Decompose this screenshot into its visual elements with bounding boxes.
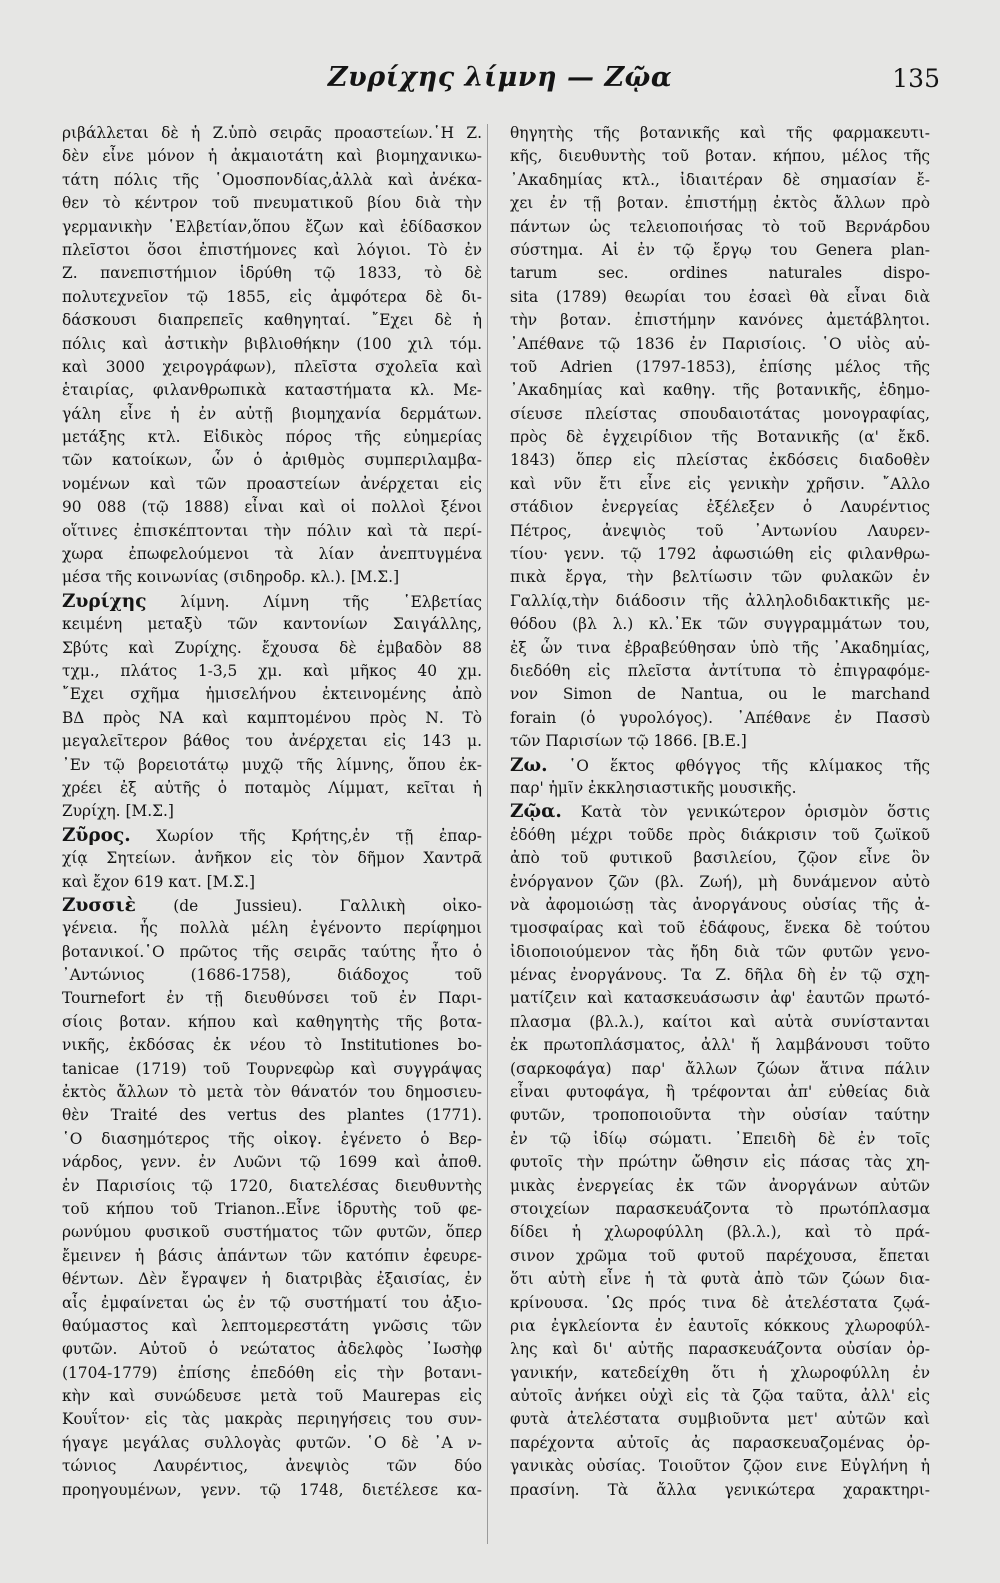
line-text: ρια ἐγκλείοντα ἐν ἑαυτοῖς κόκκους χλωροφύλ-: [510, 1316, 930, 1335]
line-text: ῾Ο ἕκτος φθόγγος τῆς κλίμακος τῆς: [547, 756, 930, 775]
line-text: θεν τὸ κέντρον τοῦ πνευματικοῦ βίου διὰ τὴν: [62, 194, 482, 213]
line-text: καὶ 3000 χειρογράφων), πλεῖστα σχολεῖα καὶ: [62, 357, 482, 376]
text-line: [62, 169, 482, 192]
text-line: [62, 1011, 482, 1034]
line-text: κρίνουσα. ῾Ως πρός τινα δὲ ἀτελέστατα ζῳά-: [510, 1293, 930, 1312]
line-text: μένας ἐνοργάνους. Τα Ζ. δῆλα δὴ ἐν τῷ σχη-: [510, 966, 930, 985]
line-text: πλασμα (βλ.λ.), καίτοι καὶ αὐτὰ συνίστανται: [510, 1012, 930, 1031]
text-line: [62, 403, 482, 426]
text-line: [510, 1081, 930, 1104]
line-text: γανικὰς οὐσίας. Τοιοῦτον ζῷον εινε Εὐγλήνη ἡ: [510, 1457, 930, 1476]
text-line: [510, 145, 930, 168]
text-line: [62, 777, 482, 800]
line-text: Tournefort ἐν τῇ διευθύνσει τοῦ ἐν Παρι-: [62, 989, 482, 1008]
line-text: τώνιος Λαυρέντιος, ἀνεψιὸς τῶν δύο: [62, 1457, 482, 1476]
text-line: [62, 683, 482, 706]
line-text: μικὰς ἐνεργείας ἐκ τῶν ἀνοργάνων αὐτῶν: [510, 1176, 930, 1195]
line-text: σίευσε πλείστας σπουδαιοτάτας μονογραφίας,: [510, 404, 930, 423]
line-text: νομένων καὶ τῶν προαστείων ἀνέρχεται εἰς: [62, 474, 482, 493]
line-text: 1843) ὅπερ εἰς πλείστας ἐκδόσεις διαδοθὲν: [510, 451, 930, 470]
line-text: νον Simon de Nantua, ou le marchand: [510, 685, 930, 704]
text-line: [62, 1081, 482, 1104]
text-line: [62, 1362, 482, 1385]
text-line: [62, 1479, 482, 1502]
line-text: πλεῖστοι ὅσοι ἐπιστήμονες καὶ λόγιοι. Τὸ ἐν: [62, 240, 482, 259]
text-line: [510, 590, 930, 613]
text-line: [62, 1104, 482, 1127]
text-line: [62, 1408, 482, 1431]
text-line: [510, 917, 930, 940]
line-text: φυτοῖς τὴν πρώτην ὤθησιν εἰς πάσας τὰς χη-: [510, 1153, 930, 1172]
line-text: ᾿Εν τῷ βορειοτάτῳ μυχῷ τῆς λίμνης, ὅπου ἐκ-: [62, 755, 482, 774]
text-line: [62, 730, 482, 753]
text-line: [62, 543, 482, 566]
text-line: [510, 1315, 930, 1338]
text-line: [62, 1315, 482, 1338]
line-text: Ζ. πανεπιστήμιον ἱδρύθη τῷ 1833, τὸ δὲ: [62, 264, 482, 283]
text-line: [510, 683, 930, 706]
text-line: [510, 356, 930, 379]
text-line: [62, 1338, 482, 1361]
text-line: [62, 1268, 482, 1291]
text-line: [62, 309, 482, 332]
line-text: Κουΐτον· εἰς τὰς μακρὰς περιηγήσεις του συν-: [62, 1410, 482, 1429]
line-text: νὰ ἀφομοιώσῃ τὰς ἀνοργάνους οὐσίας τῆς ἀ-: [510, 895, 930, 914]
line-text: παρέχοντα αὐτοῖς ἀς παρασκευαζομένας ὀρ-: [510, 1433, 930, 1452]
page-title: Ζυρίχης λίμνη — Ζῷα: [327, 62, 673, 93]
text-line: [510, 871, 930, 894]
text-line: [62, 941, 482, 964]
text-line: [510, 403, 930, 426]
line-text: νάρδος, γενν. ἐν Λυῶνι τῷ 1699 καὶ ἀποθ.: [62, 1153, 482, 1172]
line-text: δάσκουσι διαπρεπεῖς καθηγηταί. ῎Εχει δὲ ἡ: [62, 311, 482, 330]
text-line: [510, 122, 930, 145]
line-text: ἀπὸ τοῦ φυτικοῦ βασιλείου, ζῷον εἶνε ὃν: [510, 849, 930, 868]
line-text: tarum sec. ordines naturales dispo-: [510, 264, 930, 283]
line-text: tanicae (1719) τοῦ Τουρνεφὼρ καὶ συγγράψας: [62, 1059, 482, 1078]
text-line: [510, 520, 930, 543]
line-text: λίμνη. Λίμνη τῆς ῾Ελβετίας: [146, 592, 482, 611]
line-text: σίοις βοταν. κήπου καὶ καθηγητὴς τῆς βοτα-: [62, 1012, 482, 1031]
text-line: [62, 1128, 482, 1151]
entry-headword: Ζυσσιὲ: [62, 894, 136, 916]
text-line: [62, 1385, 482, 1408]
text-line: [510, 847, 930, 870]
line-text: μετάξης κτλ. Εἰδικὸς πόρος τῆς εὐημερίας: [62, 428, 482, 447]
text-line: [510, 1432, 930, 1455]
text-line: [62, 333, 482, 356]
line-text: Ζυρίχη. [Μ.Σ.]: [62, 802, 174, 821]
text-line: [510, 1479, 930, 1502]
line-text: κὴν καὶ συνώδευσε μετὰ τοῦ Maurepas εἰς: [62, 1387, 482, 1406]
line-text: φυτῶν. Αὐτοῦ ὁ νεώτατος ἀδελφὸς ᾿Ιωσὴφ: [62, 1340, 482, 1359]
line-text: καὶ νῦν ἔτι εἶνε εἰς γενικὴν χρῆσιν. ῎Αλλο: [510, 474, 930, 493]
text-line: [510, 309, 930, 332]
text-line: [510, 1151, 930, 1174]
line-text: θηγητὴς τῆς βοτανικῆς καὶ τῆς φαρμακευτι-: [510, 124, 930, 142]
text-line: [62, 473, 482, 496]
text-line: [62, 894, 482, 917]
text-line: [510, 449, 930, 472]
page-number: 135: [892, 64, 940, 93]
line-text: ῎Εχει σχῆμα ἡμισελήνου ἐκτεινομένης ἀπὸ: [62, 685, 482, 704]
line-text: καὶ ἔχον 619 κατ. [Μ.Σ.]: [62, 872, 256, 891]
line-text: πολυτεχνεῖον τῷ 1855, εἰς ἀμφότερα δὲ δι-: [62, 287, 482, 306]
line-text: γένεια. ἧς πολλὰ μέλη ἐγένοντο περίφημοι: [62, 919, 482, 938]
line-text: ἑταιρίας, φιλανθρωπικὰ καταστήματα κλ. Με-: [62, 381, 482, 400]
text-line: [62, 1245, 482, 1268]
text-line: [62, 496, 482, 519]
line-text: χωρα ἐπωφελούμενοι τὰ λίαν ἀνεπτυγμένα: [62, 545, 482, 564]
line-text: κειμένη μεταξὺ τῶν καντονίων Σαιγάλλης,: [62, 615, 482, 634]
line-text: Κατὰ τὸν γενικώτερον ὁρισμὸν ὅστις: [561, 803, 930, 822]
line-text: σινον χρῶμα τοῦ φυτοῦ παρέχουσα, ἔπεται: [510, 1246, 930, 1265]
text-line: [510, 1128, 930, 1151]
line-text: ᾿Απέθανε τῷ 1836 ἐν Παρισίοις. ῾Ο υἱὸς αὐ-: [510, 334, 930, 353]
line-text: τῶν Παρισίων τῷ 1866. [Β.Ε.]: [510, 732, 747, 751]
text-line: [510, 1198, 930, 1221]
line-text: (σαρκοφάγα) παρ' ἄλλων ζώων ἅτινα πάλιν: [510, 1059, 930, 1078]
text-line: [62, 871, 482, 894]
line-text: ᾿Ακαδημίας κτλ., ἰδιαιτέραν δὲ σημασίαν ἔ-: [510, 170, 930, 189]
text-line: [510, 730, 930, 753]
text-line: [510, 379, 930, 402]
line-text: θέντων. Δὲν ἔγραψεν ἡ διατριβὰς ἐξαισίας, ἐν: [62, 1270, 482, 1289]
line-text: αὐτοῖς ἀνήκει οὐχὶ εἰς τὰ ζῷα ταῦτα, ἀλλ' εἰς: [510, 1387, 930, 1406]
line-text: τχμ., πλάτος 1-3,5 χμ. καὶ μῆκος 40 χμ.: [62, 661, 482, 680]
line-text: στάδιον ἐνεργείας ἐξέλεξεν ὁ Λαυρέντιος: [510, 498, 930, 517]
line-text: σύστημα. Αἱ ἐν τῷ ἔργῳ του Genera plan-: [510, 240, 930, 259]
text-line: [62, 520, 482, 543]
line-text: ριβάλλεται δὲ ἡ Ζ.ὑπὸ σειρᾶς προαστείων.῾Η Ζ.: [62, 124, 482, 142]
text-line: [62, 613, 482, 636]
line-text: ὅτι αὐτὴ εἶνε ἡ τὰ φυτὰ ἀπὸ τῶν ζώων δια-: [510, 1270, 930, 1289]
line-text: χει ἐν τῇ βοταν. ἐπιστήμῃ ἐκτὸς ἄλλων πρὸ: [510, 194, 930, 213]
line-text: forain (ὁ γυρολόγος). ᾿Απέθανε ἐν Πασσὺ: [510, 708, 930, 727]
line-text: προηγουμένων, γενν. τῷ 1748, διετέλεσε κα-: [62, 1480, 482, 1499]
line-text: ᾿Αντώνιος (1686-1758), διάδοχος τοῦ: [62, 966, 482, 985]
line-text: ματίζειν καὶ κατασκευάσωσιν ἀφ' ἑαυτῶν πρωτό-: [510, 989, 930, 1008]
text-line: [62, 964, 482, 987]
line-text: ΒΔ πρὸς ΝΑ καὶ καμπτομένου πρὸς Ν. Τὸ: [62, 708, 482, 727]
text-line: [510, 1362, 930, 1385]
text-line: [510, 1408, 930, 1431]
line-text: ἰδιοποιούμενον τὰς ἤδη διὰ τῶν φυτῶν γενο-: [510, 942, 930, 961]
column-divider: [487, 124, 488, 1544]
text-line: [62, 566, 482, 589]
line-text: ήγαγε μεγάλας συλλογὰς φυτῶν. ῾Ο δὲ ᾿Α ν-: [62, 1433, 482, 1452]
line-text: παρ' ἡμῖν ἐκκλησιαστικῆς μουσικῆς.: [510, 778, 797, 797]
text-line: [510, 1175, 930, 1198]
text-line: [510, 239, 930, 262]
text-line: [62, 1292, 482, 1315]
text-line: [62, 1058, 482, 1081]
line-text: sita (1789) θεωρίαι του ἐσαεὶ θὰ εἶναι διὰ: [510, 287, 930, 306]
text-line: [510, 754, 930, 777]
left-column: [62, 122, 482, 1502]
entry-headword: Ζῦρος.: [62, 824, 131, 846]
text-line: [62, 1034, 482, 1057]
text-line: [510, 613, 930, 636]
text-line: [62, 1432, 482, 1455]
text-line: [62, 122, 482, 145]
line-text: ἐκ πρωτοπλάσματος, ἀλλ' ἤ λαμβάνουσι τοῦτο: [510, 1036, 930, 1055]
line-text: τάτη πόλις τῆς ῾Ομοσπονδίας,ἀλλὰ καὶ ἀνέκα-: [62, 170, 482, 189]
text-line: [510, 1268, 930, 1291]
text-line: [62, 917, 482, 940]
line-text: (1704-1779) ἐπίσης ἐπεδόθη εἰς τὴν βοτανι-: [62, 1363, 482, 1382]
text-line: [62, 824, 482, 847]
text-line: [510, 216, 930, 239]
line-text: ἐξ ὧν τινα ἐβραβεύθησαν ὑπὸ τῆς ᾿Ακαδημίας,: [510, 638, 930, 657]
text-line: [510, 800, 930, 823]
text-line: [62, 192, 482, 215]
text-line: [62, 216, 482, 239]
text-line: [510, 777, 930, 800]
line-text: γάλη εἶνε ἡ ἐν αὐτῇ βιομηχανία δερμάτων.: [62, 404, 482, 423]
text-line: [62, 239, 482, 262]
text-line: [62, 660, 482, 683]
text-line: [62, 379, 482, 402]
entry-headword: Ζω.: [510, 754, 548, 776]
text-line: [62, 987, 482, 1010]
text-line: [510, 660, 930, 683]
entry-headword: Ζῷα.: [510, 801, 562, 823]
line-text: ῾Ο διασημότερος τῆς οἰκογ. ἐγένετο ὁ Βερ-: [62, 1129, 482, 1148]
line-text: δίδει ἡ χλωροφύλλη (βλ.λ.), καὶ τὸ πρά-: [510, 1223, 930, 1242]
text-line: [510, 637, 930, 660]
text-line: [62, 847, 482, 870]
line-text: ἐκτὸς ἄλλων τὸ μετὰ τὸν θάνατόν του δημοσιευ-: [62, 1083, 482, 1102]
line-text: πόλις καὶ ἀστικὴν βιβλιοθήκην (100 χιλ τόμ.: [62, 334, 482, 353]
line-text: χίᾳ Σητείων. ἀνῆκον εἰς τὸν δῆμον Χαντρᾶ: [62, 849, 482, 868]
text-line: [62, 286, 482, 309]
text-line: [510, 987, 930, 1010]
line-text: Σβύτς καὶ Ζυρίχης. ἔχουσα δὲ ἐμβαδὸν 88: [62, 638, 482, 657]
line-text: Πέτρος, ἀνεψιὸς τοῦ ᾿Αντωνίου Λαυρεν-: [510, 521, 930, 540]
text-line: [510, 707, 930, 730]
line-text: ἐν τῷ ἰδίῳ σώματι. ᾿Επειδὴ δὲ ἐν τοῖς: [510, 1129, 930, 1148]
line-text: τῶν κατοίκων, ὧν ὁ ἀριθμὸς συμπεριλαμβα-: [62, 451, 482, 470]
line-text: ἐν Παρισίοις τῷ 1720, διατελέσας διευθυντὴς: [62, 1176, 482, 1195]
line-text: τοῦ κήπου τοῦ Trianon..Εἶνε ἱδρυτὴς τοῦ φε-: [62, 1199, 482, 1218]
line-text: χρέει ἐξ αὐτῆς ὁ ποταμὸς Λίμματ, κεῖται ἡ: [62, 778, 482, 797]
text-line: [62, 356, 482, 379]
text-line: [62, 426, 482, 449]
text-line: [62, 1221, 482, 1244]
text-line: [510, 1455, 930, 1478]
line-text: γανικήν, κατεδείχθη ὅτι ἡ χλωροφύλλη ἐν: [510, 1363, 930, 1382]
entry-headword: Ζυρίχης: [62, 590, 147, 612]
line-text: αἷς ἐμφαίνεται ὡς ἐν τῷ συστήματί του ἀξιο-: [62, 1293, 482, 1312]
line-text: θὲν Traité des vertus des plantes (1771).: [62, 1106, 482, 1125]
text-line: [510, 1221, 930, 1244]
line-text: θόδου (βλ λ.) κλ.᾿Εκ τῶν συγγραμμάτων του,: [510, 615, 930, 634]
text-line: [62, 590, 482, 613]
text-line: [62, 1198, 482, 1221]
text-line: [510, 1385, 930, 1408]
text-line: [510, 1338, 930, 1361]
text-line: [62, 1455, 482, 1478]
text-line: [510, 964, 930, 987]
line-text: φυτῶν, τροποποιοῦντα τὴν οὐσίαν ταύτην: [510, 1106, 930, 1125]
text-line: [510, 1104, 930, 1127]
text-line: [62, 707, 482, 730]
text-line: [510, 1245, 930, 1268]
line-text: ἔμεινεν ἡ βάσις ἁπάντων τῶν κατόπιν ἐφευρε-: [62, 1246, 482, 1265]
line-text: τμοσφαίρας καὶ τοῦ ἐδάφους, ἕνεκα δὲ τούτου: [510, 919, 930, 938]
line-text: ρωνύμου φυσικοῦ συστήματος τῶν φυτῶν, ὅπερ: [62, 1223, 482, 1242]
line-text: πικὰ ἔργα, τὴν βελτίωσιν τῶν φυλακῶν ἐν: [510, 568, 930, 587]
text-line: [510, 496, 930, 519]
line-text: πάντων ὡς τελειοποιήσας τὸ τοῦ Βερνάρδου: [510, 217, 930, 236]
text-line: [62, 145, 482, 168]
text-line: [62, 1175, 482, 1198]
text-line: [510, 941, 930, 964]
text-line: [62, 262, 482, 285]
line-text: 90 088 (τῷ 1888) εἶναι καὶ οἱ πολλοὶ ξένοι: [62, 498, 482, 517]
line-text: οἵτινες ἐπισκέπτονται τὴν πόλιν καὶ τὰ περί-: [62, 521, 482, 540]
line-text: νικῆς, ἐκδόσας ἐκ νέου τὸ Institutiones bo-: [62, 1036, 482, 1055]
line-text: μεγαλεῖτερον βάθος του ἀνέρχεται εἰς 143 μ.: [62, 732, 482, 751]
text-line: [510, 543, 930, 566]
line-text: ἐδόθη μέχρι τοῦδε πρὸς διάκρισιν τοῦ ζωϊκοῦ: [510, 825, 930, 844]
line-text: ἐνόργανον ζῶν (βλ. Ζωή), μὴ δυνάμενον αὐτὸ: [510, 872, 930, 891]
text-line: [62, 1151, 482, 1174]
text-line: [510, 566, 930, 589]
line-text: τίου· γενν. τῷ 1792 ἀφωσιώθη εἰς φιλανθρω-: [510, 545, 930, 564]
text-line: [510, 192, 930, 215]
text-line: [510, 1011, 930, 1034]
line-text: πρὸς δὲ ἐγχειρίδιον τῆς Βοτανικῆς (α' ἔκδ.: [510, 428, 930, 447]
line-text: ᾿Ακαδημίας καὶ καθηγ. τῆς βοτανικῆς, ἐδημο-: [510, 381, 930, 400]
text-line: [510, 333, 930, 356]
line-text: φυτὰ ἀτελέστατα συμβιοῦντα μετ' αὐτῶν καὶ: [510, 1410, 930, 1429]
text-line: [510, 824, 930, 847]
line-text: πρασίνη. Τὰ ἄλλα γενικώτερα χαρακτηρι-: [510, 1480, 930, 1499]
text-line: [510, 473, 930, 496]
line-text: κῆς, διευθυντὴς τοῦ βοταν. κήπου, μέλος τῆς: [510, 147, 930, 166]
line-text: στοιχείων παρασκευάζοντα τὸ πρωτόπλασμα: [510, 1199, 930, 1218]
text-line: [510, 169, 930, 192]
text-line: [510, 426, 930, 449]
running-head: [60, 62, 940, 108]
text-line: [510, 262, 930, 285]
text-line: [510, 1034, 930, 1057]
right-column: [510, 122, 930, 1502]
line-text: εἶναι φυτοφάγα, ἢ τρέφονται ἀπ' εὐθείας διὰ: [510, 1083, 930, 1102]
text-line: [62, 449, 482, 472]
line-text: λης καὶ δι' αὐτῆς παρασκευάζοντα οὐσίαν ὀρ-: [510, 1340, 930, 1359]
line-text: Χωρίον τῆς Κρήτης,ἐν τῇ ἐπαρ-: [130, 826, 482, 845]
text-line: [510, 1058, 930, 1081]
line-text: τὴν βοταν. ἐπιστήμην κανόνες ἀμετάβλητοι.: [510, 311, 930, 330]
line-text: (de Jussieu). Γαλλικὴ οἰκο-: [135, 896, 482, 915]
line-text: δὲν εἶνε μόνον ἡ ἀκμαιοτάτη καὶ βιομηχανικω-: [62, 147, 482, 166]
text-line: [62, 637, 482, 660]
line-text: Γαλλίᾳ,τὴν διάδοσιν τῆς ἀλληλοδιδακτικῆς με-: [510, 591, 930, 610]
line-text: γερμανικὴν ῾Ελβετίαν,ὅπου ἔζων καὶ ἐδίδασκον: [62, 217, 482, 236]
line-text: θαύμαστος καὶ λεπτομερεστάτη γνῶσις τῶν: [62, 1316, 482, 1335]
text-line: [510, 894, 930, 917]
line-text: βοτανικοί.῾Ο πρῶτος τῆς σειρᾶς ταύτης ἦτο ὁ: [62, 942, 482, 961]
text-line: [62, 754, 482, 777]
text-line: [510, 286, 930, 309]
line-text: μέσα τῆς κοινωνίας (σιδηροδρ. κλ.). [Μ.Σ.]: [62, 568, 400, 587]
line-text: διεδόθη εἰς πλεῖστα ἀντίτυπα τὸ ἐπιγραφόμε-: [510, 661, 930, 680]
text-line: [510, 1292, 930, 1315]
line-text: τοῦ Adrien (1797-1853), ἐπίσης μέλος τῆς: [510, 357, 930, 376]
text-line: [62, 800, 482, 823]
